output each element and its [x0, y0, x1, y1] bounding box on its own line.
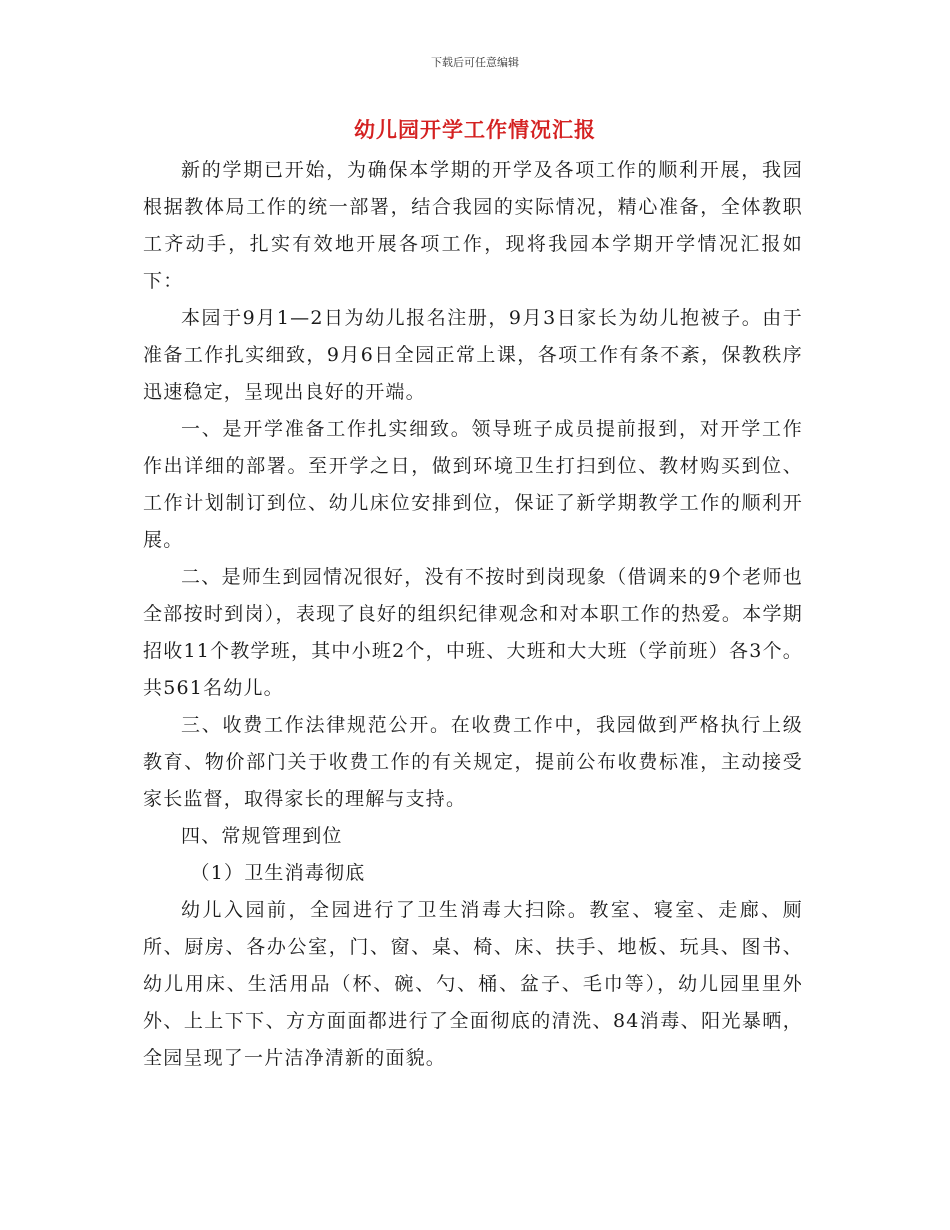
section-heading-management: 四、常规管理到位 [181, 825, 343, 847]
paragraph-hygiene: 幼儿入园前，全园进行了卫生消毒大扫除。教室、寝室、走廊、厕所、厨房、各办公室，门、窗、桌、椅、床、扶手、地板、玩具、图书、幼儿用床、生活用品（杯、碗、勺、桶、盆子、毛巾等），幼儿园里里外外、上上下下、方方面面都进行了全面彻底的清洗、84消毒、阳光暴晒，全园呈现了一片洁净清新的面貌。 [143, 899, 803, 1069]
paragraph-registration: 本园于9月1—2日为幼儿报名注册，9月3日家长为幼儿抱被子。由于准备工作扎实细致，9月6日全园正常上课，各项工作有条不紊，保教秩序迅速稳定，呈现出良好的开端。 [143, 307, 803, 403]
paragraph-attendance: 二、是师生到园情况很好，没有不按时到岗现象（借调来的9个老师也全部按时到岗），表现了良好的组织纪律观念和对本职工作的热爱。本学期招收11个教学班，其中小班2个，中班、大班和大大班（学前班）各3个。共561名幼儿。 [143, 566, 803, 699]
document-body [143, 152, 803, 1077]
document-title: 幼儿园开学工作情况汇报 [354, 118, 596, 142]
paragraph-intro: 新的学期已开始，为确保本学期的开学及各项工作的顺利开展，我园根据教体局工作的统一部署，结合我园的实际情况，精心准备，全体教职工齐动手，扎实有效地开展各项工作，现将我园本学期开学情况汇报如下： [143, 159, 803, 292]
paragraph-preparation: 一、是开学准备工作扎实细致。领导班子成员提前报到，对开学工作作出详细的部署。至开学之日，做到环境卫生打扫到位、教材购买到位、工作计划制订到位、幼儿床位安排到位，保证了新学期教学工作的顺利开展。 [143, 418, 803, 551]
header-note: 下载后可任意编辑 [431, 56, 519, 69]
paragraph-fees: 三、收费工作法律规范公开。在收费工作中，我园做到严格执行上级教育、物价部门关于收费工作的有关规定，提前公布收费标准，主动接受家长监督，取得家长的理解与支持。 [143, 714, 803, 810]
subheading-hygiene: （1）卫生消毒彻底 [190, 862, 366, 884]
